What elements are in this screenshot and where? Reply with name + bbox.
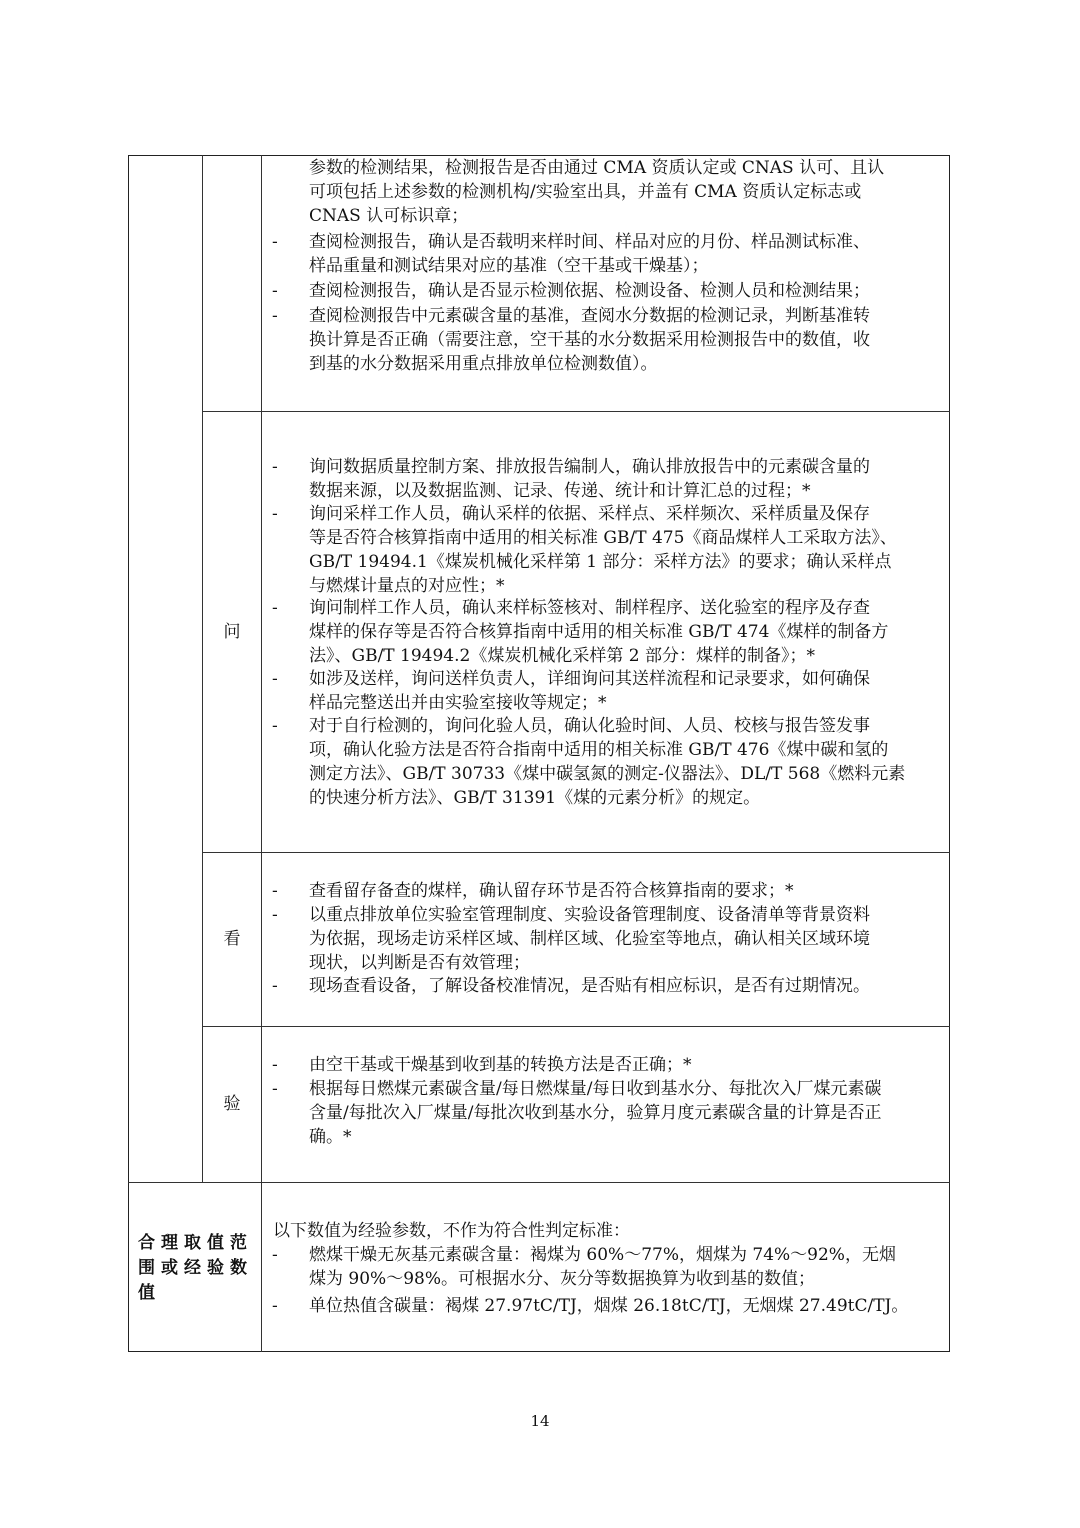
list-item-line: 查阅检测报告中元素碳含量的基准，查阅水分数据的检测记录，判断基准转	[309, 305, 870, 326]
list-item-line: 查阅检测报告，确认是否显示检测依据、检测设备、检测人员和检测结果；	[309, 281, 870, 301]
list-item-line: 可项包括上述参数的检测机构/实验室出具，并盖有 CMA 资质认定标志或	[309, 182, 862, 202]
list-item	[309, 455, 870, 503]
list-item	[309, 230, 870, 278]
list-item	[309, 1077, 881, 1149]
bullet-dash: -	[272, 305, 278, 326]
list-item	[309, 714, 905, 810]
list-item-line: 煤为 90%～98%。可根据水分、灰分等数据换算为收到基的数值；	[309, 1269, 815, 1289]
list-item-line: 查阅检测报告，确认是否载明来样时间、样品对应的月份、样品测试标准、	[309, 231, 870, 252]
verify-label: 验	[223, 1094, 241, 1114]
range-label-line: 围或经验数	[138, 1258, 253, 1278]
bullet-dash: -	[272, 231, 278, 252]
bullet-dash: -	[272, 1245, 278, 1265]
bullet-dash: -	[272, 715, 278, 736]
table-divider	[128, 1182, 950, 1183]
bullet-dash: -	[272, 1079, 278, 1100]
list-item-line: 样品完整送出并由实验室接收等规定；*	[309, 692, 607, 713]
list-item-line: 法》、GB/T 19494.2《煤炭机械化采样第 2 部分：煤样的制备》；*	[309, 646, 815, 666]
bullet-dash: -	[272, 1296, 278, 1316]
range-label-line: 值	[138, 1283, 161, 1303]
list-item-line: 确。*	[309, 1127, 352, 1148]
list-item-line: 样品重量和测试结果对应的基准（空干基或干燥基）；	[309, 255, 709, 276]
bullet-dash: -	[272, 457, 278, 477]
list-item-line: 询问数据质量控制方案、排放报告编制人，确认排放报告中的元素碳含量的	[309, 457, 870, 477]
ask-label: 问	[223, 622, 241, 642]
table-divider	[202, 852, 950, 853]
list-item-line: 为依据，现场走访采样区域、制样区域、化验室等地点，确认相关区域环境	[309, 928, 870, 949]
list-item-line: 询问采样工作人员，确认采样的依据、采样点、采样频次、采样质量及保存	[309, 504, 870, 524]
list-item	[309, 596, 888, 668]
bullet-dash: -	[272, 504, 278, 524]
range-label	[138, 1231, 258, 1306]
bullet-dash: -	[272, 975, 278, 996]
table-divider	[202, 1026, 950, 1027]
page-number: 14	[530, 1412, 550, 1430]
list-item-line: 换计算是否正确（需要注意，空干基的水分数据采用检测报告中的数值，收	[309, 329, 870, 350]
list-item-line: 数据来源，以及数据监测、记录、传递、统计和计算汇总的过程；*	[309, 481, 811, 501]
list-item-line: 根据每日燃煤元素碳含量/每日燃煤量/每日收到基水分、每批次入厂煤元素碳	[309, 1079, 882, 1100]
list-item	[309, 502, 897, 598]
bullet-dash: -	[272, 668, 278, 689]
range-intro: 以下数值为经验参数，不作为符合性判定标准：	[273, 1221, 630, 1241]
list-item-line: 查看留存备查的煤样，确认留存环节是否符合核算指南的要求；*	[309, 881, 794, 901]
list-item-line: 询问制样工作人员，确认来样标签核对、制样程序、送化验室的程序及存查	[309, 598, 870, 618]
list-item	[309, 156, 884, 228]
list-item-line: 燃煤干燥无灰基元素碳含量：褐煤为 60%～77%，烟煤为 74%～92%，无烟	[309, 1245, 896, 1265]
list-item-line: GB/T 19494.1《煤炭机械化采样第 1 部分：采样方法》的要求；确认采样点	[309, 552, 892, 572]
list-item	[309, 304, 870, 376]
list-item	[309, 1053, 692, 1077]
bullet-dash: -	[272, 281, 278, 301]
list-item-line: 到基的水分数据采用重点排放单位检测数值）。	[309, 353, 658, 374]
table-divider	[261, 155, 262, 1352]
list-item-line: 对于自行检测的，询问化验人员，确认化验时间、人员、校核与报告签发事	[309, 715, 870, 736]
list-item-line: 含量/每批次入厂煤量/每批次收到基水分，验算月度元素碳含量的计算是否正	[309, 1103, 882, 1124]
look-label: 看	[223, 929, 241, 949]
list-item	[309, 667, 870, 715]
list-item-line: 以重点排放单位实验室管理制度、实验设备管理制度、设备清单等背景资料	[309, 904, 870, 925]
list-item	[309, 1294, 908, 1318]
table-divider	[202, 155, 203, 1182]
list-item-line: 等是否符合核算指南中适用的相关标准 GB/T 475《商品煤样人工采取方法》、	[309, 528, 897, 548]
list-item	[309, 903, 870, 975]
list-item-line: 参数的检测结果，检测报告是否由通过 CMA 资质认定或 CNAS 认可、且认	[309, 158, 885, 178]
list-item-line: 与燃煤计量点的对应性；*	[309, 576, 505, 596]
list-item-line: 的快速分析方法》、GB/T 31391《煤的元素分析》的规定。	[309, 787, 761, 808]
list-item	[309, 279, 870, 303]
list-item-line: 煤样的保存等是否符合核算指南中适用的相关标准 GB/T 474《煤样的制备方	[309, 622, 889, 642]
list-item	[309, 879, 794, 903]
bullet-dash: -	[272, 904, 278, 925]
bullet-dash: -	[272, 598, 278, 618]
table-divider	[202, 411, 950, 412]
bullet-dash: -	[272, 1055, 278, 1075]
list-item-line: 测定方法》、GB/T 30733《煤中碳氢氮的测定-仪器法》、DL/T 568《燃料元素	[309, 763, 906, 784]
range-label-line: 合理取值范	[138, 1233, 253, 1253]
list-item-line: CNAS 认可标识章；	[309, 206, 469, 226]
list-item-line: 现状，以判断是否有效管理；	[309, 952, 530, 973]
list-item-line: 由空干基或干燥基到收到基的转换方法是否正确；*	[309, 1055, 692, 1075]
list-item-line: 单位热值含碳量：褐煤 27.97tC/TJ，烟煤 26.18tC/TJ，无烟煤 27.49tC/TJ。	[309, 1296, 909, 1316]
list-item	[309, 1243, 896, 1291]
list-item-line: 现场查看设备，了解设备校准情况，是否贴有相应标识，是否有过期情况。	[309, 975, 870, 996]
bullet-dash: -	[272, 881, 278, 901]
list-item-line: 如涉及送样，询问送样负责人，详细询问其送样流程和记录要求，如何确保	[309, 668, 870, 689]
list-item-line: 项，确认化验方法是否符合指南中适用的相关标准 GB/T 476《煤中碳和氢的	[309, 739, 889, 760]
list-item	[309, 974, 870, 998]
